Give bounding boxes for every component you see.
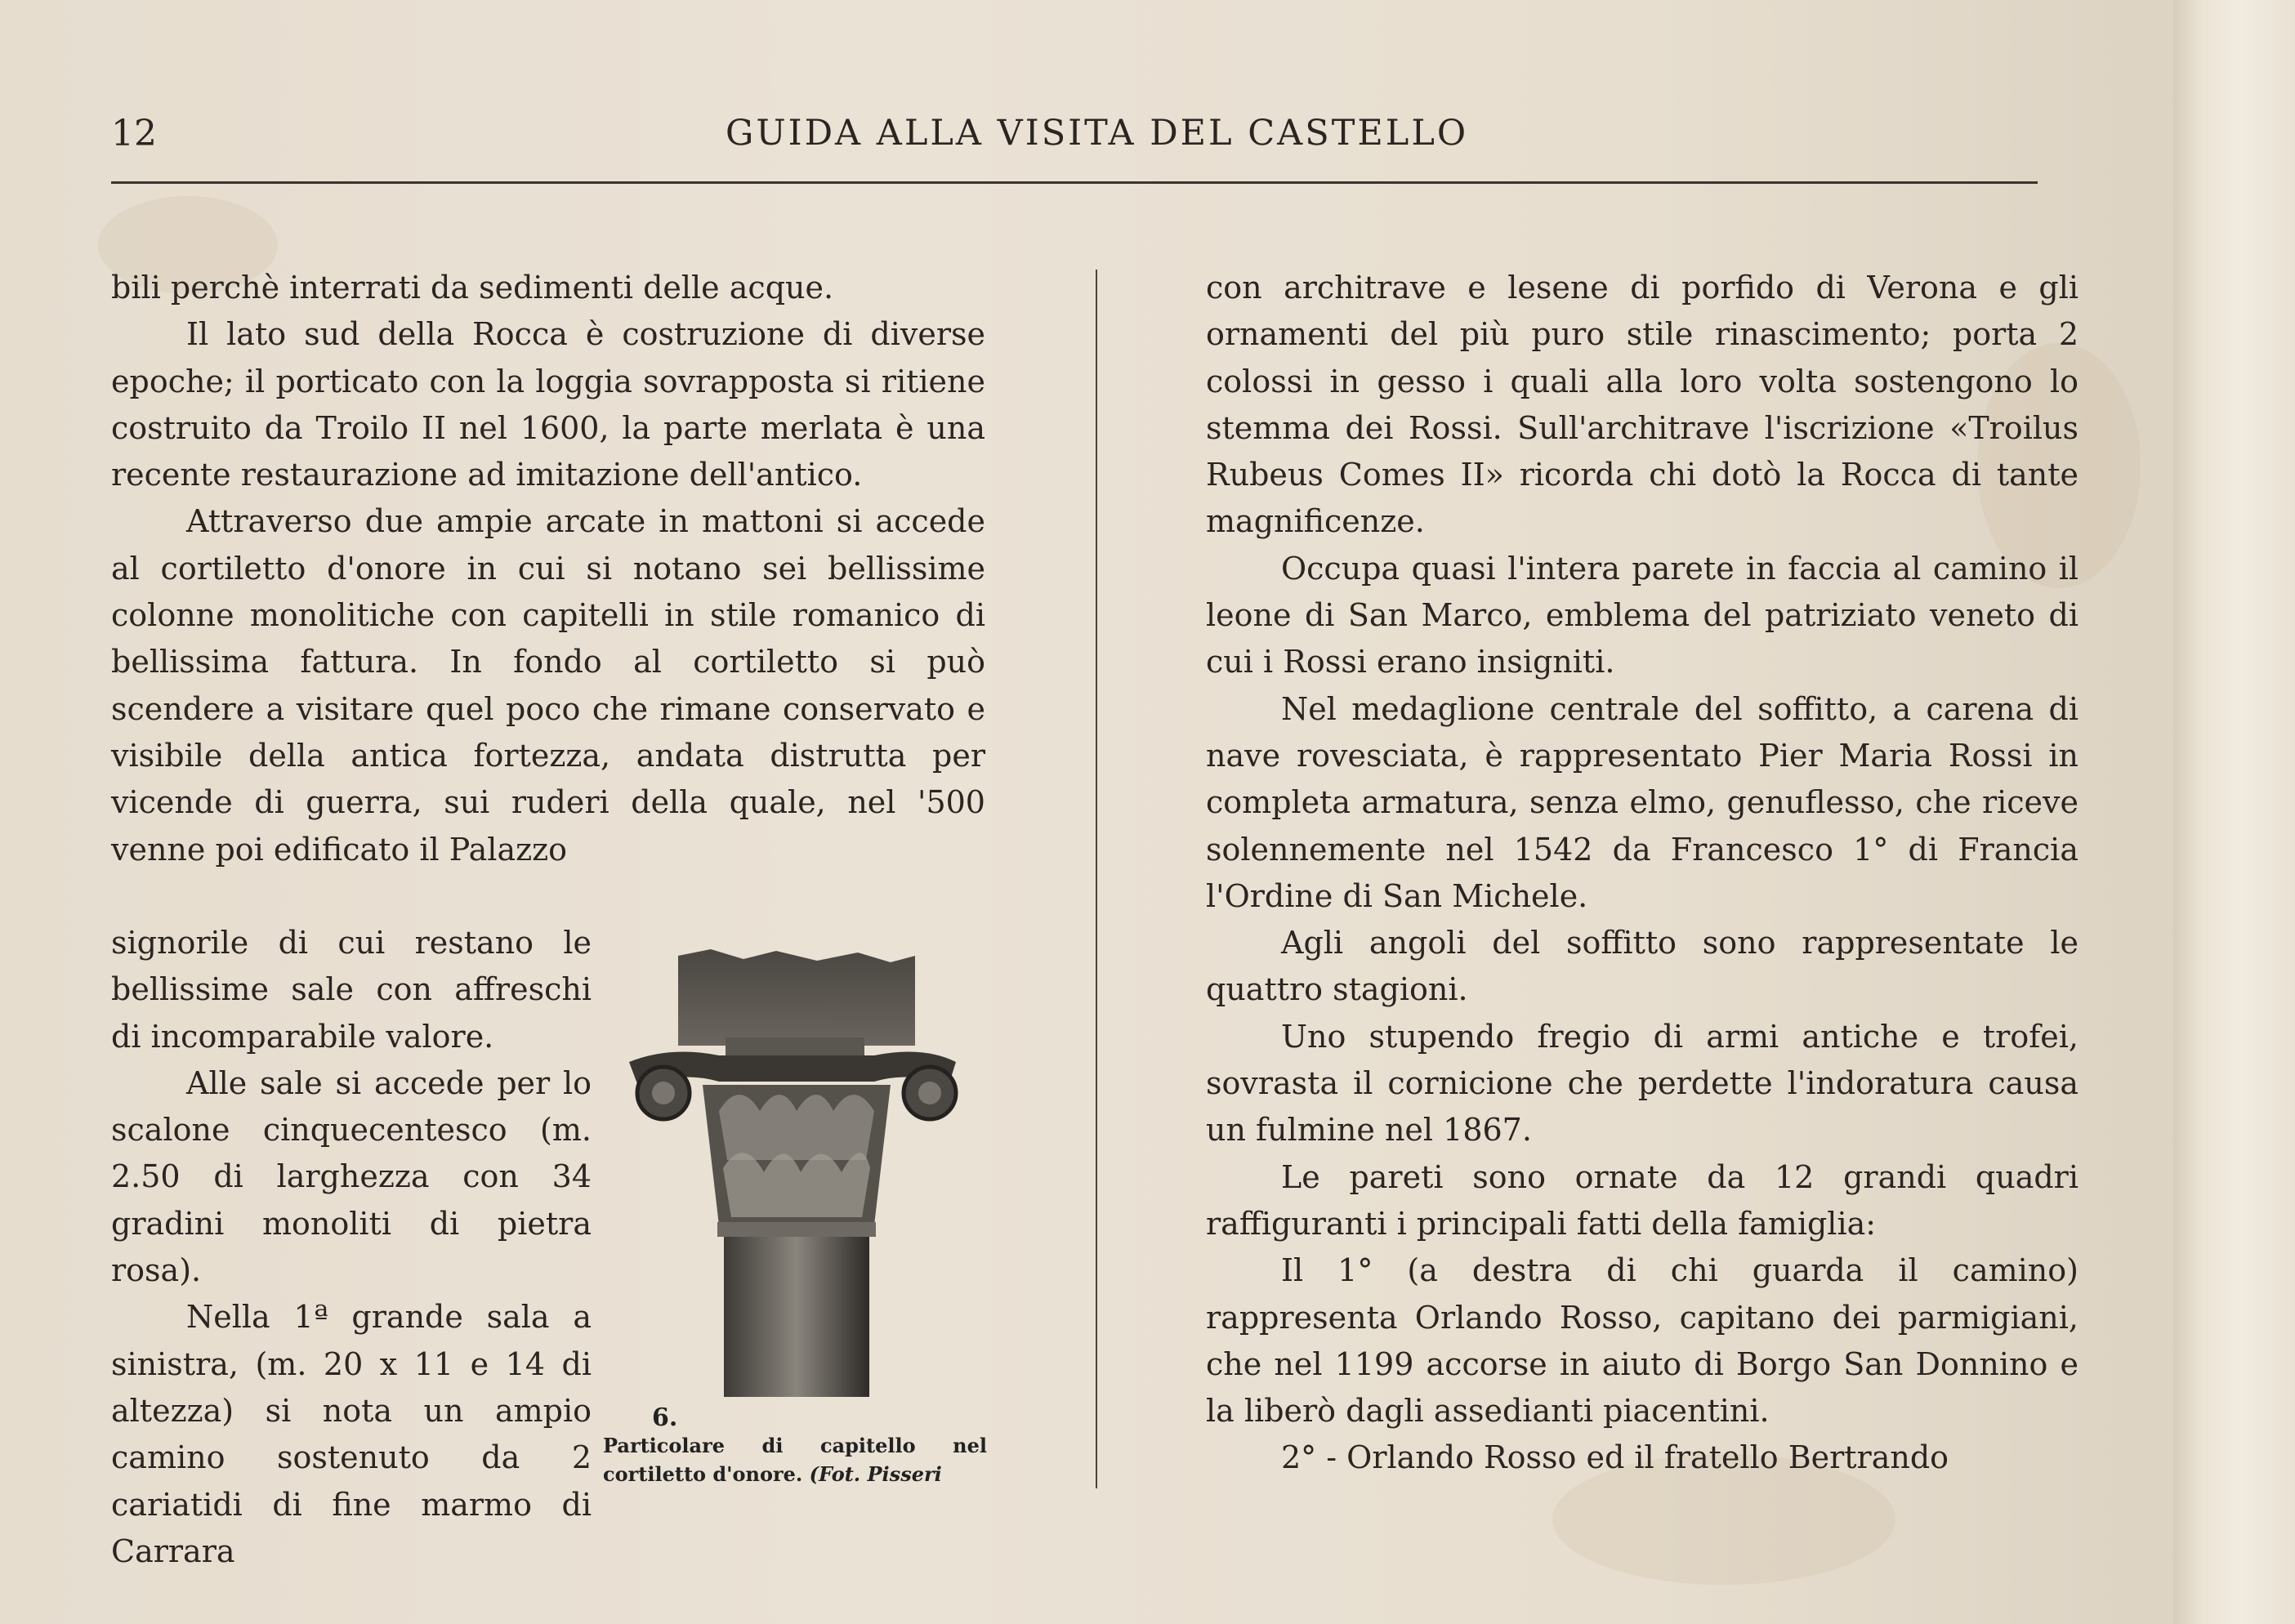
right-column — [1206, 265, 2078, 1482]
paragraph: Occupa quasi l'intera parete in faccia al camino il leone di San Marco, emblema del patriziato veneto di cui i Rossi erano insigniti. — [1206, 550, 2078, 680]
page-number: 12 — [111, 113, 157, 154]
paragraph: Alle sale si accede per lo scalone cinquecentesco (m. 2.50 di larghezza con 34 gradini monoliti di pietra rosa). — [111, 1064, 592, 1289]
photo-credit: (Fot. Pisseri — [809, 1462, 942, 1486]
figure-caption — [603, 1431, 987, 1488]
paragraph: con architrave e lesene di porfido di Verona e gli ornamenti del più puro stile rinascimento; porta 2 colossi in gesso i quali alla loro volta sostengono lo stemma dei Rossi. Sull'architrave l'iscrizione «Troilus Rubeus Comes II» ricorda chi dotò la Rocca di tante magnificenze. — [1206, 270, 2078, 540]
paragraph: Il lato sud della Rocca è costruzione di diverse epoche; il porticato con la loggia sovrapposta si ritiene costruito da Troilo II nel 1600, la parte merlata è una recente restaurazione ad imitazione dell'antico. — [111, 316, 985, 493]
paragraph: Nel medaglione centrale del soffitto, a carena di nave rovesciata, è rappresentato Pier Maria Rossi in completa armatura, senza elmo, genuflesso, che riceve solennemente nel 1542 da Francesco 1° di Francia l'Ordine di San Michele. — [1206, 690, 2078, 914]
paragraph: bili perchè interrati da sedimenti delle acque. — [111, 270, 834, 306]
capital-photo — [621, 948, 980, 1405]
page-header — [111, 113, 2039, 162]
figure-number: 6. — [652, 1403, 678, 1432]
paragraph: Agli angoli del soffitto sono rappresentate le quattro stagioni. — [1206, 925, 2078, 1008]
running-title: GUIDA ALLA VISITA DEL CASTELLO — [726, 113, 1469, 154]
left-column — [111, 265, 985, 873]
paragraph: Uno stupendo fregio di armi antiche e trofei, sovrasta il cornicione che perdette l'indoratura causa un fulmine nel 1867. — [1206, 1018, 2078, 1149]
figure-caption-text: Particolare di capitello nel cortiletto d'onore. — [603, 1434, 987, 1486]
left-column-narrow — [111, 920, 592, 1575]
paragraph: Attraverso due ampie arcate in mattoni si accede al cortiletto d'onore in cui si notano sei bellissime colonne monolitiche con capitelli in stile romanico di bellissima fattura. In fondo al cortiletto si può scendere a visitare quel poco che rimane conservato e visibile della antica fortezza, andata distrutta per vicende di guerra, sui ruderi della quale, nel '500 venne poi edificato il Palazzo — [111, 503, 985, 868]
paragraph: 2° - Orlando Rosso ed il fratello Bertrando — [1281, 1439, 1949, 1476]
paragraph: signorile di cui restano le bellissime sale con affreschi di incomparabile valore. — [111, 925, 592, 1055]
header-rule — [111, 181, 2038, 184]
page-edge — [2173, 0, 2295, 1624]
paragraph: Il 1° (a destra di chi guarda il camino) rappresenta Orlando Rosso, capitano dei parmigiani, che nel 1199 accorse in aiuto di Borgo San Donnino e la liberò dagli assedianti piacentini. — [1206, 1252, 2078, 1430]
paragraph: Nella 1ª grande sala a sinistra, (m. 20 x 11 e 14 di altezza) si nota un ampio camino sostenuto da 2 cariatidi di fine marmo di Carrara — [111, 1299, 592, 1569]
column-divider — [1096, 270, 1097, 1488]
paragraph: Le pareti sono ornate da 12 grandi quadri raffiguranti i principali fatti della famiglia: — [1206, 1158, 2078, 1242]
